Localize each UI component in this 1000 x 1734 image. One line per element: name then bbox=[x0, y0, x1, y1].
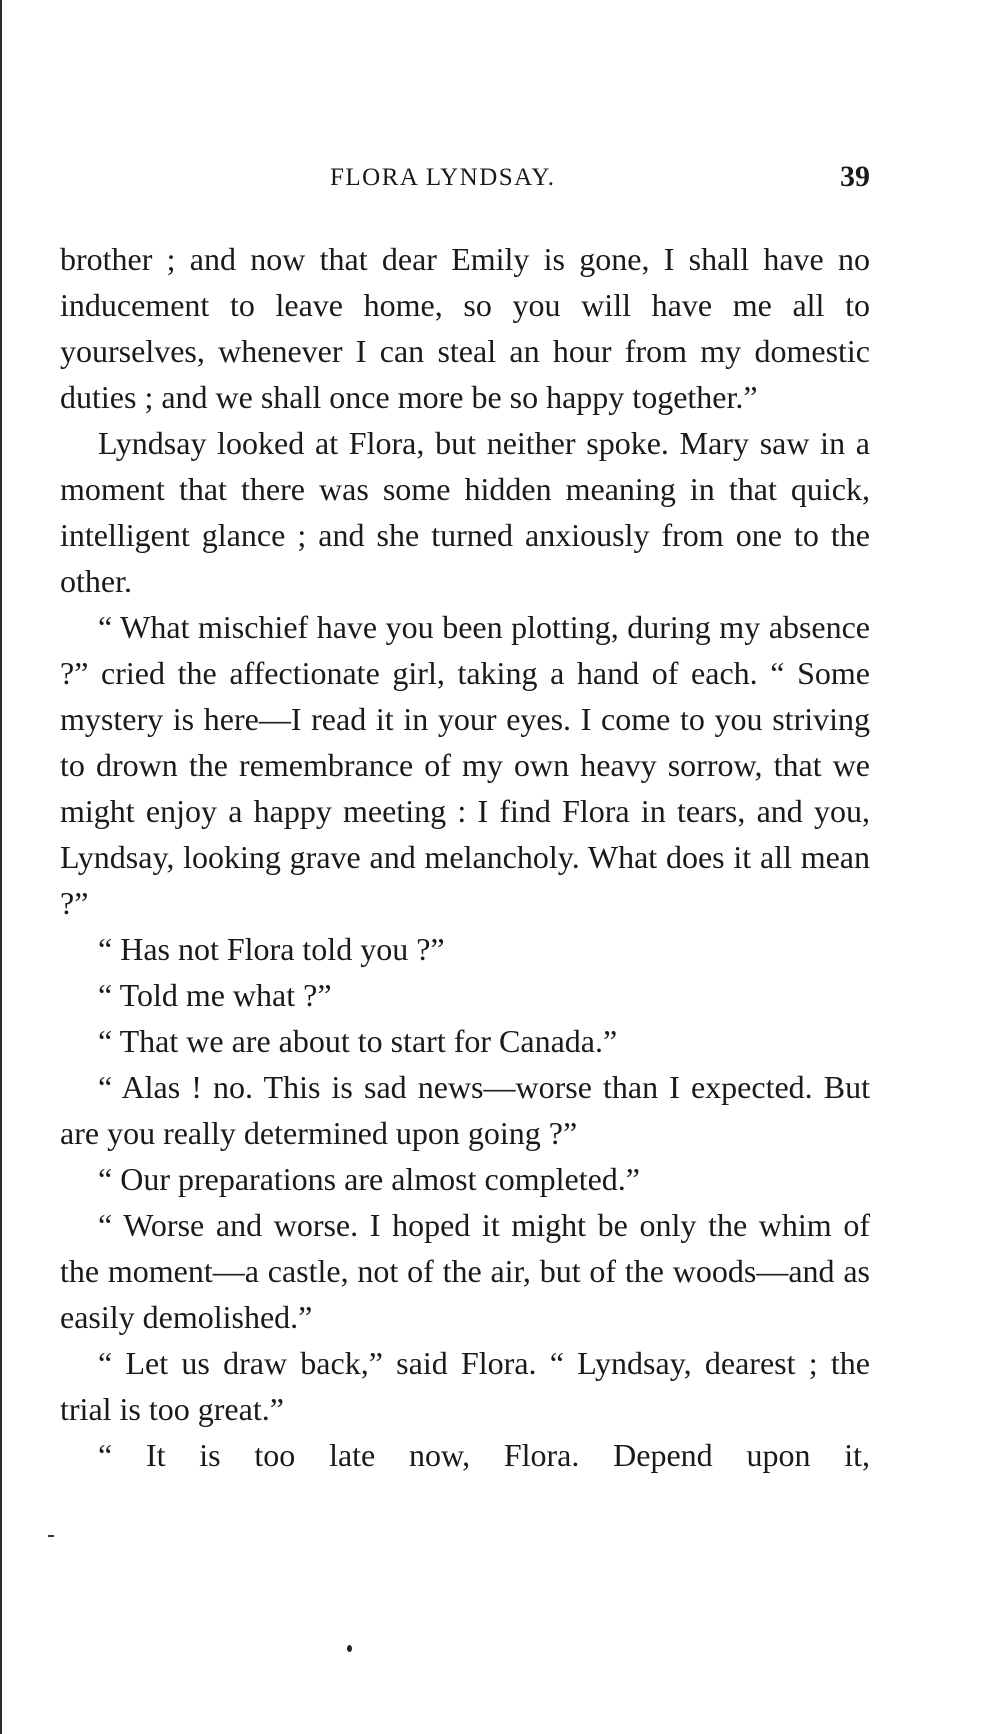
running-title: FLORA LYNDSAY. bbox=[330, 164, 556, 191]
page-header bbox=[60, 160, 870, 200]
paragraph-dialogue: “ Told me what ?” bbox=[98, 977, 332, 1013]
paragraph-mary-speech: “ What mischief have you been plotting, during my absence ?” cried the affectionate girl, taking a hand of each. “ Some mystery is here—I read it in your eyes. I come to you striving to drown the remembrance of my own heavy sorrow, that we might enjoy a happy meeting : I find Flora in tears, and you, Lyndsay, looking grave and melancholy. What does it all mean ?” bbox=[60, 609, 870, 921]
signature-mark bbox=[347, 1645, 352, 1652]
paragraph-narration: Lyndsay looked at Flora, but neither spoke. Mary saw in a moment that there was some hidden meaning in that quick, intelligent glance ; and she turned anxiously from one to the other. bbox=[60, 425, 870, 599]
paragraph-dialogue: “ Worse and worse. I hoped it might be only the whim of the moment—a castle, not of the air, but of the woods—and as easily demolished.” bbox=[60, 1207, 870, 1335]
stray-mark bbox=[48, 1535, 54, 1537]
paragraph-dialogue: “ Our preparations are almost completed.” bbox=[98, 1161, 640, 1197]
paragraph-continuation: brother ; and now that dear Emily is gone, I shall have no inducement to leave home, so you will have me all to yourselves, whenever I can steal an hour from my domestic duties ; and we shall once more be so happy together.” bbox=[60, 241, 870, 415]
page-edge-line bbox=[0, 0, 2, 1734]
body-text bbox=[60, 236, 870, 1478]
paragraph-dialogue: “ Has not Flora told you ?” bbox=[98, 931, 445, 967]
paragraph-dialogue: “ Alas ! no. This is sad news—worse than I expected. But are you really determined upon going ?” bbox=[60, 1069, 870, 1151]
page-number: 39 bbox=[840, 160, 870, 193]
paragraph-dialogue: “ Let us draw back,” said Flora. “ Lyndsay, dearest ; the trial is too great.” bbox=[60, 1345, 870, 1427]
paragraph-dialogue: “ That we are about to start for Canada.” bbox=[98, 1023, 618, 1059]
paragraph-dialogue-continued: “ It is too late now, Flora. Depend upon it, bbox=[98, 1437, 870, 1473]
